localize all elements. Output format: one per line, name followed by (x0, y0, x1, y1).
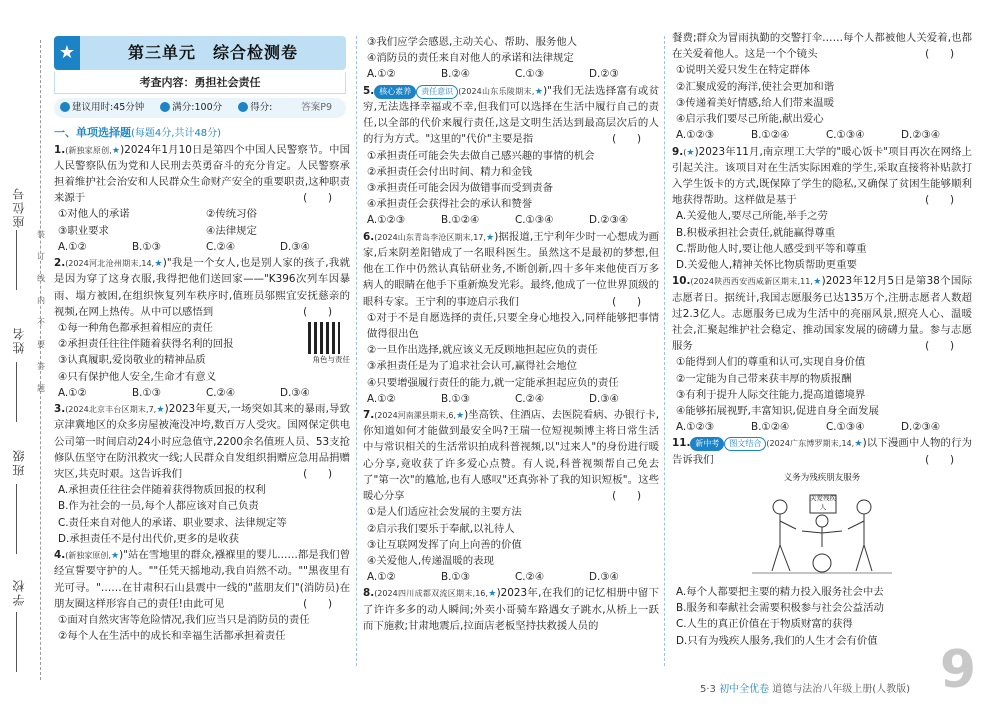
unit-banner (54, 36, 346, 70)
footer (700, 682, 910, 698)
clock-icon (60, 102, 70, 112)
exam-scope: 考查内容：勇担社会责任 (54, 72, 346, 94)
column-divider (664, 36, 665, 666)
unit-title: 第三单元 综合检测卷 (127, 42, 298, 62)
pen-icon (238, 102, 248, 112)
column-divider (356, 36, 357, 666)
image-text-tag: 图文结合 (724, 437, 766, 451)
difficulty-star-icon: ★ (812, 277, 822, 288)
core-literacy-tag: 核心素养 (374, 85, 416, 99)
column-1 (54, 118, 350, 644)
seat-label: 座位号 (12, 186, 26, 228)
comic-sign: 关爱残疾人 (810, 493, 836, 511)
binding-strip (0, 0, 56, 715)
exam-header (54, 36, 346, 118)
answer-bracket[interactable]: ( ) (303, 467, 332, 480)
binding-warning: 装订线内不要答题 (36, 230, 46, 406)
difficulty-star-icon: ★ (111, 145, 121, 156)
difficulty-star-icon: ★ (156, 405, 165, 416)
answer-bracket[interactable]: ( ) (612, 295, 641, 308)
page-number: 9 (939, 640, 976, 700)
answer-bracket[interactable]: ( ) (303, 305, 332, 318)
column-2 (363, 34, 659, 634)
question-6: 6.(2024山东青岛李沧区期末,17,★)据报道,王宁利年少时一心想成为画家,后来阴差阳错成了一名眼科医生。虽然这不是最初的梦想,但他在工作中仍然认真钻研业务,不断创新,四十多年来他使百万多病人的眼睛在他手下重新焕发光彩。最终,他成了一位世界顶级的眼科专家。王宁利的事迹启示我们 ( ) ①对于不是自愿选择的责任,只要全身心地投入,同样能够把事情做得很出色 ②一旦作出选择,就应该义无反顾地担起应负的责任 ③承担责任是为了追求社会认可,赢得社会地位 ④只要增强履行责任的能力,就一定能承担起应负的责任 A.①② B.①③ C.②④ D.③④ (363, 230, 659, 405)
answer-bracket[interactable]: ( ) (925, 340, 954, 353)
question-2: 2.(2024河北沧州期末,14,★)"我是一个女人,也是别人家的孩子,我就是因为穿了这身衣服,我得把他们送回家——"K396次列车因暴雨、塌方被困,在组织恢复列车秩序时,值班员邬熙宜安抚慈亲的视频,在网上热传。从中可以感悟到 ( ) 角色与责任 ①每一种角色都承担着相应的责任 ②承担责任往往伴随着获得名利的回报 ③认真履职,爱岗敬业的精神品质 ④只有保护他人安全,生命才有意义 A.①② B.①③ C.②④ D.③④ (54, 257, 350, 399)
difficulty-star-icon: ★ (485, 232, 495, 243)
question-8-continued: 餐费;群众为冒雨执勤的交警打伞……每个人都被他人关爱着,也都在关爱着他人。这是一个个镜头 ( ) ①说明关爱只发生在特定群体 ②汇聚成爱的海洋,使社会更加和谐 ③传递着美好情感,给人们带来温暖 ④启示我们要尽己所能,献出爱心 A.①②③ B.①②④ C.①③④ D.②③④ (672, 32, 972, 142)
seat-line[interactable] (16, 230, 17, 290)
time-info: 建议用时:45分钟 (60, 101, 152, 116)
answer-bracket[interactable]: ( ) (925, 48, 954, 61)
difficulty-star-icon: ★ (686, 147, 695, 158)
answer-bracket[interactable]: ( ) (303, 192, 332, 205)
responsibility-tag: 责任意识 (416, 85, 458, 99)
new-exam-tag: 新中考 (690, 437, 724, 451)
comic-title: 义务为残疾朋友服务 (783, 472, 861, 483)
difficulty-star-icon: ★ (487, 589, 497, 600)
difficulty-star-icon: ★ (154, 259, 163, 270)
school-label: 学校 (12, 578, 26, 606)
answer-bracket[interactable]: ( ) (925, 453, 954, 466)
question-4-continued: ③我们应学会感恩,主动关心、帮助、服务他人 ④消防员的责任来自对他人的承诺和法律规定 A.①② B.②④ C.①③ D.②③ (367, 36, 619, 81)
question-1: 1.(新独家原创,★)2024年1月10日是第四个中国人民警察节。中国人民警察队伍为党和人民刑去英勇奋斗的充分肯定。人民警察承担着维护社会治安和人民群众生命财产安全的重要职责,这种职责来源于 ( ) ①对他人的承诺 ②传统习俗 ③职业要求 ④法律规定 A.①② B.①③ C.②④ D.③④ (54, 143, 350, 253)
answer-bracket[interactable]: ( ) (612, 490, 641, 503)
answer-bracket[interactable]: ( ) (925, 194, 954, 207)
question-5: 5. 核心素养 责任意识 (2024山东乐陵期末,★)"我们无法选择富有或贫穷,无法选择幸福或不幸,但我们可以选择在生活中履行自己的责任,以全部的代价来履行责任,这是文明生活达到最高层次后的人的行为方式。"这里的"代价"主要是指 ( ) ①承担责任可能会失去做自己感兴趣的事情的机会 ②承担责任会付出时间、精力和金钱 ③承担责任可能会因为做错事而受到责备 ④承担责任会获得社会的承认和赞誉 A.①②③ B.①②④ C.①③④ D.②③④ (363, 84, 659, 227)
got-score[interactable]: 得分: (238, 101, 280, 116)
answer-ref: 答案P9 (301, 101, 332, 113)
class-label: 班级 (12, 448, 26, 476)
difficulty-star-icon: ★ (854, 439, 863, 450)
question-4: 4.(新独家原创,★)"站在雪地里的群众,襁褓里的婴儿……都是我们曾经宣誓要守护的人。""任凭天摇地动,我自岿然不动。""黑夜里有光可寻。"……在甘肃积石山县震中一线的"蓝朋友们"(消防员)在朋友圈这样形容自己的责任!由此可见 ( ) ①面对自然灾害等危险情况,我们应当只是消防员的责任 ②每个人在生活中的成长和幸福生活都承担着责任 (54, 549, 350, 643)
school-line[interactable] (16, 612, 17, 672)
brand: 5·3 (700, 684, 716, 695)
difficulty-star-icon: ★ (111, 551, 120, 562)
question-11: 11. 新中考 图文结合 (2024广东博罗期末,14,★)以下漫画中人物的行为告诉我们 ( ) 义务为残疾朋友服务 关爱残疾人 A.每个人都要把主要的精力投入服务社会中去 B.服务和奉献社会需要积极参与社会公益活动 C.人生的真正价值在于物质财富的获得 D.只有为残疾人服务,我们的人生才会有价值 (672, 437, 973, 647)
name-line[interactable] (16, 362, 17, 422)
comic-illustration (752, 472, 892, 582)
qr-code[interactable] (308, 322, 340, 354)
exam-meta (54, 98, 346, 118)
qr-caption: 角色与责任 (312, 355, 350, 364)
answer-bracket[interactable]: ( ) (303, 597, 332, 610)
section-title: 一、单项选择题(每题4分,共计48分) (54, 126, 222, 139)
question-7: 7.(2024河南漯县期末,6,★)坐高铁、住酒店、去医院看病、办银行卡,你知道如何才能做到最安全吗?王瑞一位短视频博主将日常生活中与常识相关的生活常识拍成科普视频,以"过来人"的身份进行暖心分享,竟收获了许多爱心点赞。有人说,科普视频帮自己免去了"第一次"的尴尬,也有人感叹"还真弥补了我的知识短板"。这些暖心分享 ( ) ①是人们适应社会发展的主要方法 ②启示我们要乐于奉献,以礼待人 ③让互联网发挥了向上向善的价值 ④关爱他人,传递温暖的表现 A.①② B.①③ C.②④ D.③④ (363, 409, 659, 584)
star-icon: ★ (54, 36, 80, 70)
question-3: 3.(2024北京丰台区期末,7,★)2023年夏天,一场突如其来的暴雨,导致京津冀地区的众多房屋被淹没冲垮,数百万人受灾。国网保定供电公司第一时间启动24小时应急值守,2200余名值班人员、53支抢修队伍坚守在防汛救灾一线;人民群众自发组织捐赠应急用品捐赠灾区,共克时艰。这告诉我们 ( ) A.承担责任往往会伴随着获得物质回报的权利 B.作为社会的一员,每个人都应该对自己负责 C.责任来自对他人的承诺、职业要求、法律规定等 D.承担责任不是付出代价,更多的是收获 (54, 403, 350, 545)
question-8: 8.(2024四川成都双流区期末,16,★)2023年,在我们的记忆相册中留下了许许多多的动人瞬间;外卖小哥骑车路遇女子跳水,从桥上一跃而下施救;甘肃地震后,拉面店老板坚持扶救援人员的 (363, 587, 659, 632)
class-line[interactable] (16, 484, 17, 554)
difficulty-star-icon: ★ (534, 86, 544, 97)
series: 初中全优卷 (719, 684, 770, 695)
score-icon (160, 102, 170, 112)
difficulty-star-icon: ★ (456, 411, 465, 422)
answer-bracket[interactable]: ( ) (612, 133, 641, 146)
column-3 (672, 30, 972, 649)
name-label: 姓名 (12, 326, 26, 354)
book-title: 道德与法治八年级上册(人教版) (772, 684, 911, 695)
score-info: 满分:100分 (160, 101, 230, 116)
question-10: 10.(2024陕西西安西咸新区期末,11,★)2023年12月5日是第38个国际志愿者日。据统计,我国志愿服务已达135万个,注册志愿者人数超过2.3亿人。志愿服务已成为生活中的亮丽风景,照亮人心、温暖社会,汇聚起维护社会稳定、推动国家发展的磅礴力量。参与志愿服务 ( ) ①能得到人们的尊重和认可,实现自身价值 ②一定能为自己带来获丰厚的物质报酬 ③有利于提升人际交往能力,提高道德境界 ④能够拓展视野,丰富知识,促进自身全面发展 A.①②③ B.①②④ C.①③④ D.②③④ (672, 275, 973, 434)
question-9: 9.(★)2023年11月,南京理工大学的"暖心饭卡"项目再次在网络上引起关注。该项目对在生活实际困难的学生,采取直接将补贴款打入学生饭卡的方式,既保障了学生的隐私,又确保了贫困生能够顺利地获得帮助。这样做是基于 ( ) A.关爱他人,要尽己所能,举手之劳 B.积极承担社会责任,就能赢得尊重 C.帮助他人时,要让他人感受到平等和尊重 D.关爱他人,精神关怀比物质帮助更重要 (672, 145, 972, 272)
